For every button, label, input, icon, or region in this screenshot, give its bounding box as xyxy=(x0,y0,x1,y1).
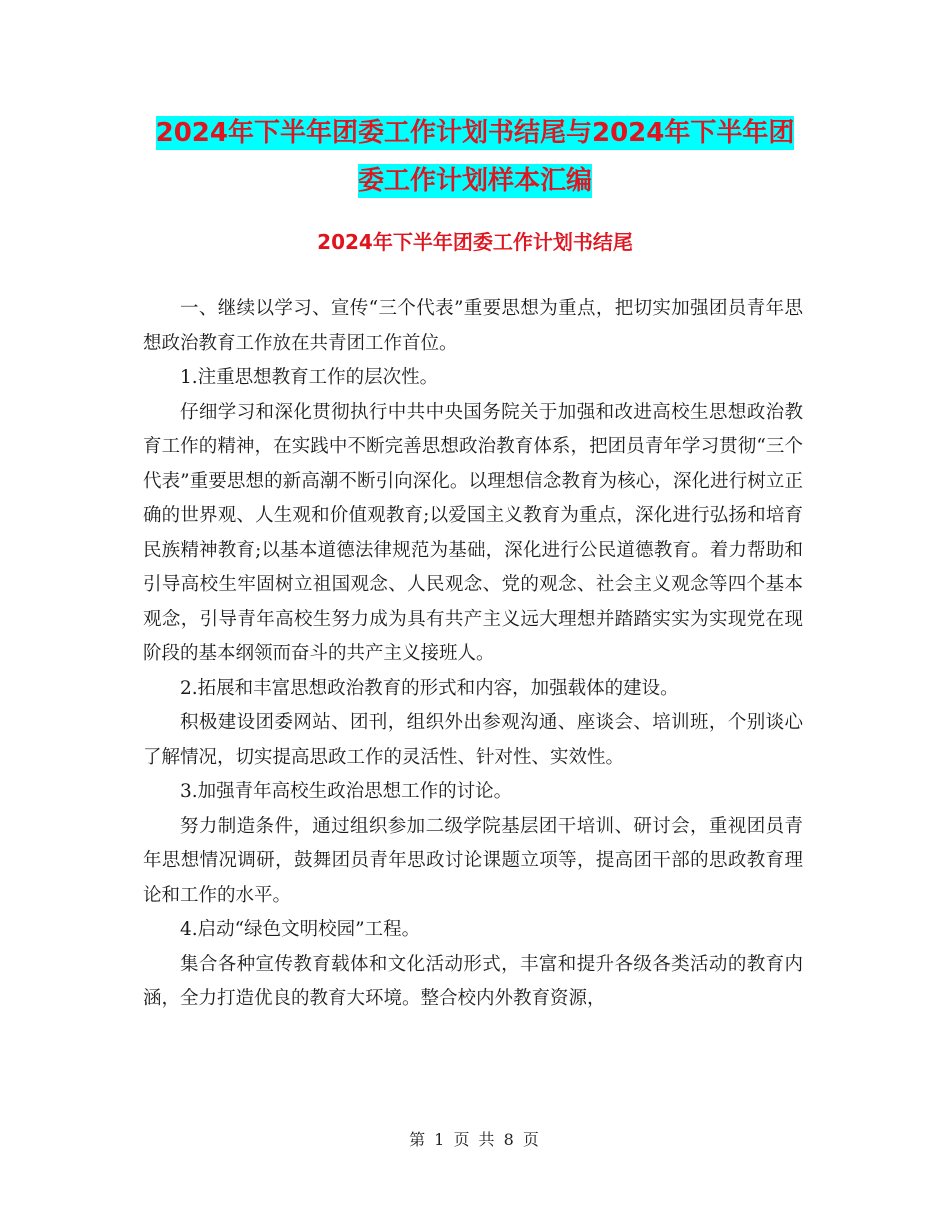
paragraph-1: 一、继续以学习、宣传“三个代表”重要思想为重点，把切实加强团员青年思想政治教育工作放在共青团工作首位。 xyxy=(143,298,803,354)
paragraph-5: 积极建设团委网站、团刊，组织外出参观沟通、座谈会、培训班，个别谈心了解情况，切实提高思政工作的灵活性、针对性、实效性。 xyxy=(143,712,803,768)
section-title: 2024年下半年团委工作计划书结尾 xyxy=(317,230,633,254)
document-title-line-1 xyxy=(0,112,950,149)
document-title-text-2: 委工作计划样本汇编 xyxy=(357,166,592,196)
document-title-text-1: 2024年下半年团委工作计划书结尾与2024年下半年团 xyxy=(155,118,795,148)
paragraph-3: 仔细学习和深化贯彻执行中共中央国务院关于加强和改进高校生思想政治教育工作的精神，在实践中不断完善思想政治教育体系，把团员青年学习贯彻“三个代表”重要思想的新高潮不断引向深化。以理想信念教育为核心，深化进行树立正确的世界观、人生观和价值观教育;以爱国主义教育为重点，深化进行弘扬和培育民族精神教育;以基本道德法律规范为基础，深化进行公民道德教育。着力帮助和引导高校生牢固树立祖国观念、人民观念、党的观念、社会主义观念等四个基本观念，引导青年高校生努力成为具有共产主义远大理想并踏踏实实为实现党在现阶段的基本纲领而奋斗的共产主义接班人。 xyxy=(143,401,803,664)
paragraph-7: 努力制造条件，通过组织参加二级学院基层团干培训、研讨会，重视团员青年思想情况调研，鼓舞团员青年思政讨论课题立项等，提高团干部的思政教育理论和工作的水平。 xyxy=(143,815,803,906)
document-body xyxy=(143,292,803,1017)
page-footer: 第 1 页 共 8 页 xyxy=(409,1130,541,1149)
paragraph-6: 3.加强青年高校生政治思想工作的讨论。 xyxy=(180,781,513,802)
paragraph-4: 2.拓展和丰富思想政治教育的形式和内容，加强载体的建设。 xyxy=(180,677,679,699)
document-title-line-2 xyxy=(0,160,950,197)
paragraph-2: 1.注重思想教育工作的层次性。 xyxy=(180,367,439,388)
paragraph-9: 集合各种宣传教育载体和文化活动形式，丰富和提升各级各类活动的教育内涵，全力打造优良的教育大环境。整合校内外教育资源， xyxy=(143,953,803,1009)
paragraph-8: 4.启动“绿色文明校园”工程。 xyxy=(180,919,421,940)
